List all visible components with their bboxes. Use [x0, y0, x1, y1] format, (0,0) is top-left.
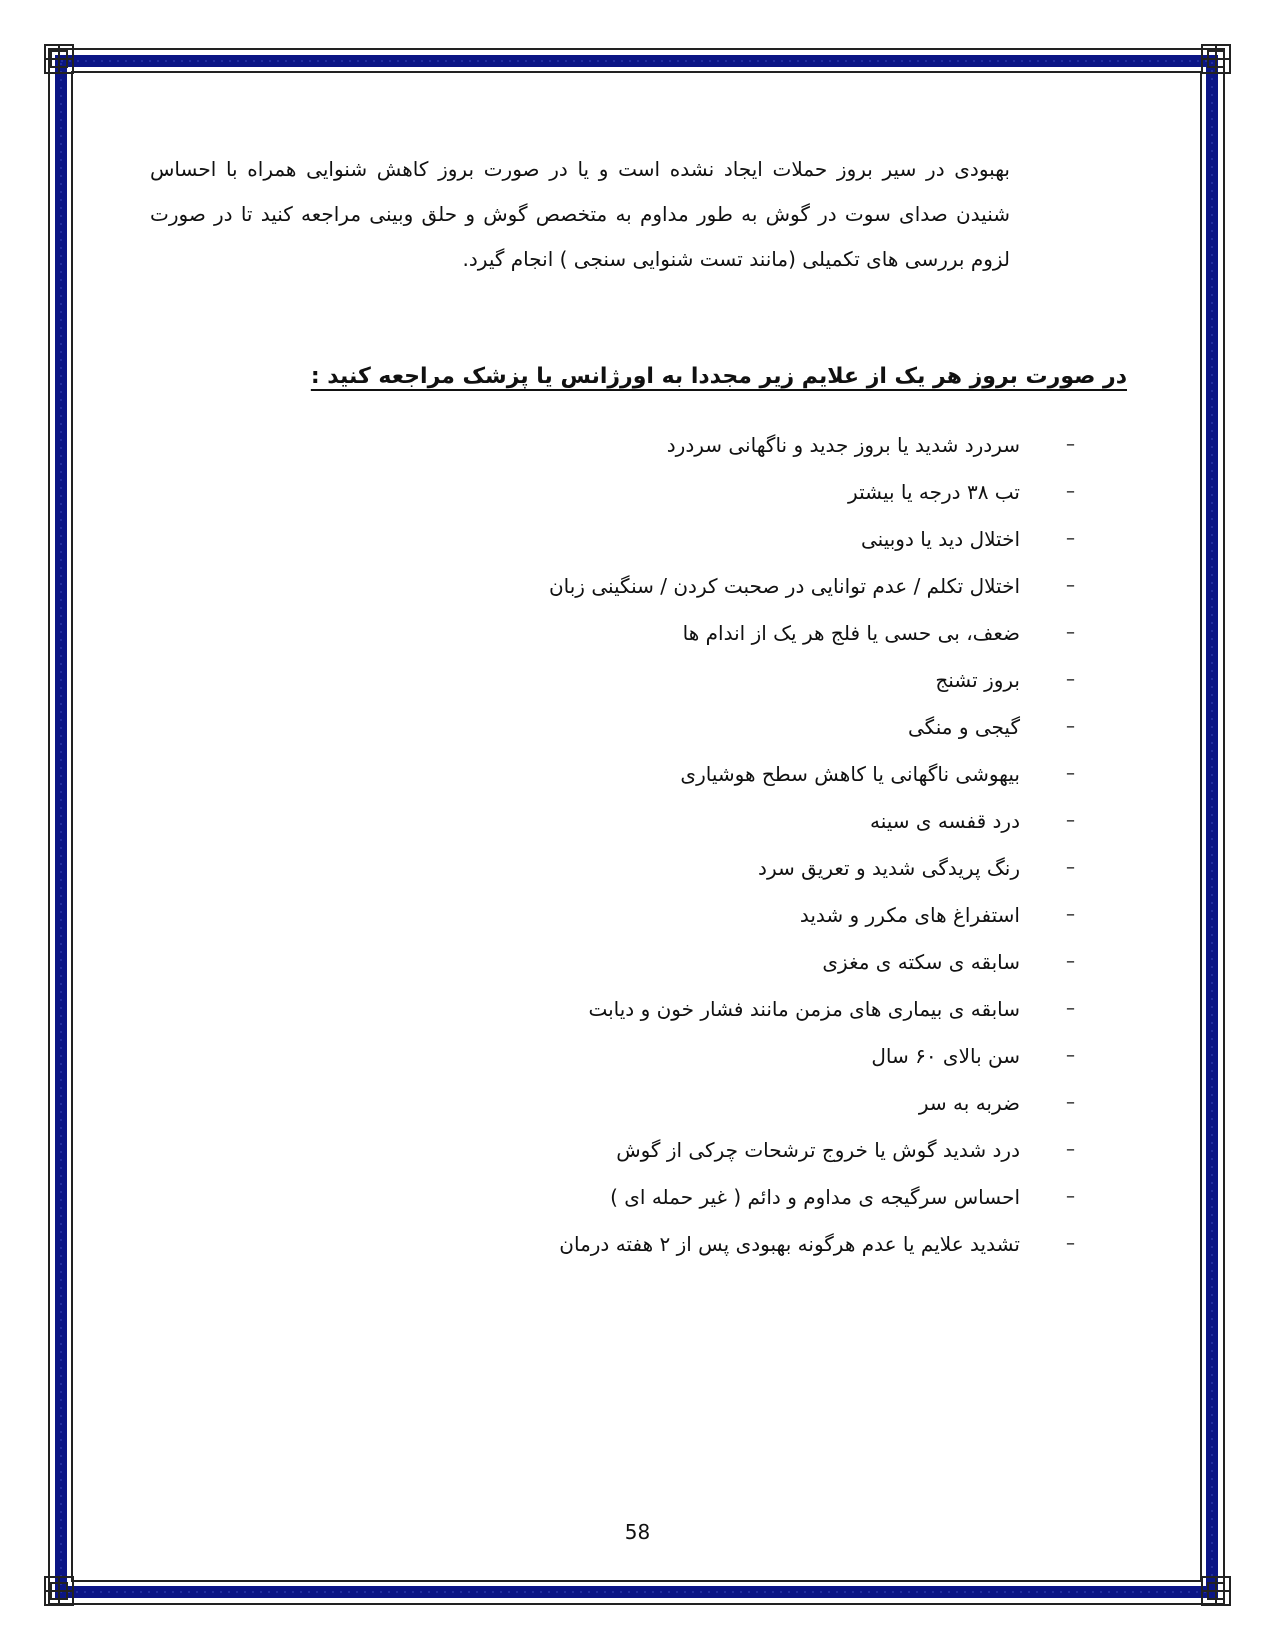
- list-item: [375, 1079, 1075, 1126]
- bullet-dash: –: [1066, 857, 1075, 878]
- warning-signs-list: [375, 421, 1075, 1267]
- list-item-text: رنگ پریدگی شدید و تعریق سرد: [758, 855, 1020, 880]
- border-corner-ornament: [1201, 44, 1231, 74]
- list-item-text: استفراغ های مکرر و شدید: [799, 902, 1020, 927]
- list-item: [375, 468, 1075, 515]
- list-item-text: تب ۳۸ درجه یا بیشتر: [848, 479, 1020, 504]
- list-item-text: سن بالای ۶۰ سال: [871, 1043, 1020, 1068]
- list-item-text: سابقه ی سکته ی مغزی: [822, 949, 1020, 974]
- bullet-dash: –: [1066, 1139, 1075, 1160]
- bullet-dash: –: [1066, 1233, 1075, 1254]
- page-number: 58: [624, 1520, 651, 1544]
- list-item: [375, 703, 1075, 750]
- bullet-dash: –: [1066, 528, 1075, 549]
- bullet-dash: –: [1066, 1045, 1075, 1066]
- list-item: [375, 750, 1075, 797]
- list-item-text: ضربه به سر: [918, 1090, 1020, 1115]
- list-item-text: تشدید علایم یا عدم هرگونه بهبودی پس از ۲ هفته درمان: [559, 1231, 1020, 1256]
- list-item: [375, 421, 1075, 468]
- bullet-dash: –: [1066, 904, 1075, 925]
- section-heading: در صورت بروز هر یک از علایم زیر مجددا به اورژانس یا پزشک مراجعه کنید :: [310, 364, 1127, 389]
- list-item-text: سردرد شدید یا بروز جدید و ناگهانی سردرد: [666, 432, 1020, 457]
- list-item: [375, 1220, 1075, 1267]
- list-item-text: بیهوشی ناگهانی یا کاهش سطح هوشیاری: [680, 761, 1020, 786]
- border-corner-ornament: [1201, 1576, 1231, 1606]
- list-item-text: اختلال دید یا دوبینی: [861, 526, 1020, 551]
- list-item-text: بروز تشنج: [935, 667, 1020, 692]
- list-item-text: سابقه ی بیماری های مزمن مانند فشار خون و دیابت: [588, 996, 1020, 1021]
- list-item: [375, 562, 1075, 609]
- bullet-dash: –: [1066, 998, 1075, 1019]
- list-item: [375, 656, 1075, 703]
- list-item: [375, 1032, 1075, 1079]
- bullet-dash: –: [1066, 716, 1075, 737]
- list-item: [375, 844, 1075, 891]
- bullet-dash: –: [1066, 951, 1075, 972]
- bullet-dash: –: [1066, 810, 1075, 831]
- border-corner-ornament: [44, 1576, 74, 1606]
- list-item: [375, 985, 1075, 1032]
- bullet-dash: –: [1066, 669, 1075, 690]
- list-item-text: اختلال تکلم / عدم توانایی در صحبت کردن / سنگینی زبان: [548, 573, 1020, 598]
- list-item: [375, 515, 1075, 562]
- bullet-dash: –: [1066, 1092, 1075, 1113]
- list-item: [375, 891, 1075, 938]
- list-item: [375, 938, 1075, 985]
- bullet-dash: –: [1066, 575, 1075, 596]
- intro-paragraph: بهبودی در سیر بروز حملات ایجاد نشده است و یا در صورت بروز کاهش شنوایی همراه با احساس شنیدن صدای سوت در گوش به طور مداوم به متخصص گوش و حلق وبینی مراجعه کنید تا در صورت لزوم بررسی های تکمیلی (مانند تست شنوایی سنجی ) انجام گیرد.: [150, 157, 1010, 271]
- bullet-dash: –: [1066, 622, 1075, 643]
- list-item: [375, 1173, 1075, 1220]
- list-item: [375, 1126, 1075, 1173]
- bullet-dash: –: [1066, 763, 1075, 784]
- list-item-text: گیجی و منگی: [908, 714, 1020, 739]
- bullet-dash: –: [1066, 1186, 1075, 1207]
- bullet-dash: –: [1066, 434, 1075, 455]
- list-item-text: احساس سرگیجه ی مداوم و دائم ( غیر حمله ای ): [610, 1184, 1020, 1209]
- list-item-text: درد قفسه ی سینه: [870, 808, 1020, 833]
- bullet-dash: –: [1066, 481, 1075, 502]
- list-item: [375, 797, 1075, 844]
- list-item-text: درد شدید گوش یا خروج ترشحات چرکی از گوش: [616, 1137, 1020, 1162]
- list-item: [375, 609, 1075, 656]
- border-corner-ornament: [44, 44, 74, 74]
- list-item-text: ضعف، بی حسی یا فلج هر یک از اندام ها: [682, 620, 1020, 645]
